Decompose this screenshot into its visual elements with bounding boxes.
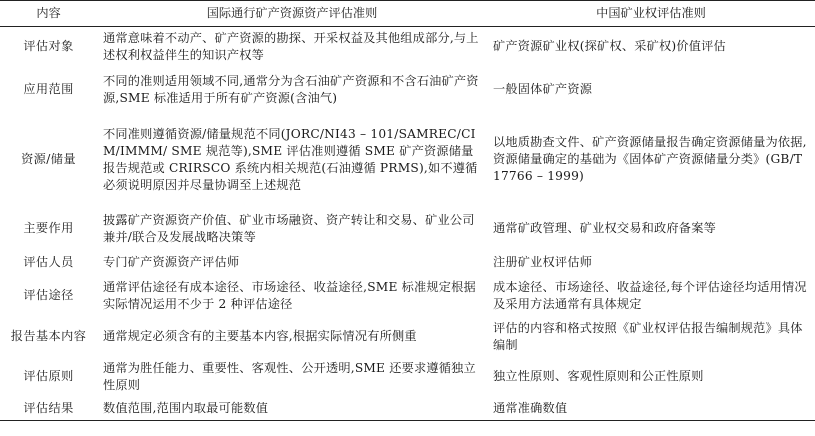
table-row <box>0 317 815 357</box>
table-body <box>0 27 815 421</box>
row-label: 评估结果 <box>0 397 97 421</box>
row-label: 评估人员 <box>23 255 74 269</box>
china-cell: 以地质勘查文件、矿产资源储量报告确定资源储量为依据,资源储量确定的基础为《固体矿产资源储量分类》(GB/T 17766 – 1999) <box>493 135 807 183</box>
international-cell: 通常为胜任能力、重要性、客观性、公开透明,SME 还要求遵循独立性原则 <box>103 360 476 392</box>
row-label: 资源/储量 <box>21 152 76 166</box>
table-row <box>0 27 815 67</box>
header-row <box>0 1 815 27</box>
row-label: 主要作用 <box>23 221 74 235</box>
china-cell: 注册矿业权评估师 <box>493 255 593 269</box>
international-cell: 通常规定必须含有的主要基本内容,根据实际情况有所侧重 <box>103 329 417 343</box>
row-label: 评估对象 <box>23 39 74 54</box>
row-label: 应用范围 <box>23 82 74 96</box>
table-header <box>0 1 815 27</box>
table-row <box>0 113 815 207</box>
header-international-standard: 国际通行矿产资源资产评估准则 <box>97 1 487 27</box>
china-cell: 评估的内容和格式按照《矿业权评估报告编制规范》具体编制 <box>493 320 803 352</box>
header-china-standard: 中国矿业权评估准则 <box>487 1 815 27</box>
table-row <box>0 397 815 421</box>
table-row <box>0 251 815 275</box>
china-cell: 矿产资源矿业权(探矿权、采矿权)价值评估 <box>493 39 726 54</box>
international-cell: 不同的准则适用领域不同,通常分为含石油矿产资源和不含石油矿产资源,SME 标准适用于所有矿产资源(含油气) <box>103 73 479 105</box>
international-cell: 数值范围,范围内取最可能数值 <box>97 397 487 421</box>
international-cell: 披露矿产资源资产价值、矿业市场融资、资产转让和交易、矿业公司兼并/联合及发展战略决策等 <box>103 212 475 244</box>
china-cell: 成本途径、市场途径、收益途径,每个评估途径均适用情况及采用方法通常有具体规定 <box>493 279 807 311</box>
china-cell: 一般固体矿产资源 <box>493 82 593 96</box>
china-cell: 通常准确数值 <box>487 397 815 421</box>
table-row <box>0 67 815 113</box>
china-cell: 独立性原则、客观性原则和公正性原则 <box>493 369 704 383</box>
row-label: 评估原则 <box>23 369 74 383</box>
row-label: 报告基本内容 <box>10 329 87 343</box>
header-content: 内容 <box>0 1 97 27</box>
international-cell: 专门矿产资源资产评估师 <box>103 255 240 269</box>
table-row <box>0 207 815 251</box>
china-cell: 通常矿政管理、矿业权交易和政府备案等 <box>493 221 716 235</box>
international-cell: 通常意味着不动产、矿产资源的勘探、开采权益及其他组成部分,与上述权利权益伴生的知识产权等 <box>103 30 479 62</box>
table-row <box>0 357 815 397</box>
international-cell: 通常评估途径有成本途径、市场途径、收益途径,SME 标准规定根据实际情况运用不少于 2 种评估途径 <box>103 279 476 311</box>
table-row <box>0 275 815 317</box>
row-label: 评估途径 <box>23 288 74 302</box>
international-cell: 不同准则遵循资源/储量规范不同(JORC/NI43 – 101/SAMREC/CIM/IMMM/ SME 规范等),SME 评估准则遵循 SME 矿产资源储量报告规范或 CRIRSCO 系统内相关规范(石油遵循 PRMS),如不遵循必须说明原因并尽量协调至上述规范 <box>103 126 478 192</box>
